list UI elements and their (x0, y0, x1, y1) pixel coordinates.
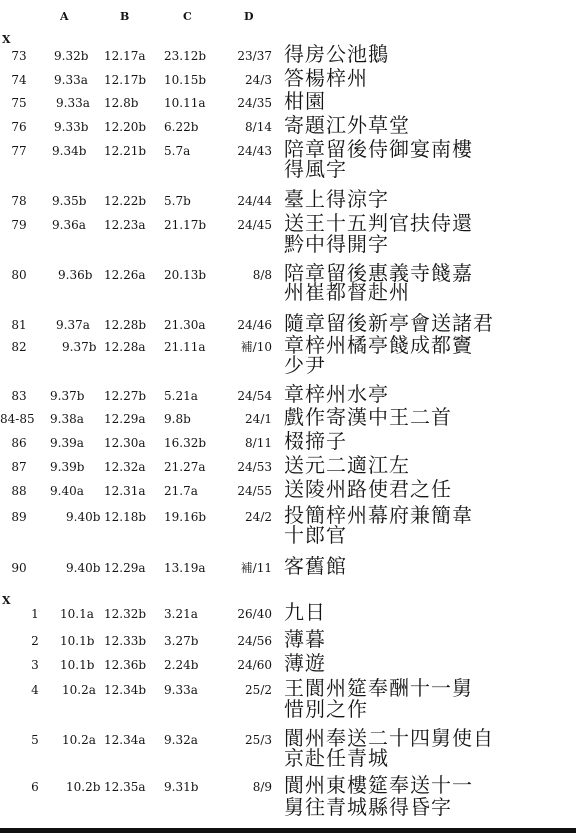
poem-title: 舅往青城縣得昏字 (284, 795, 452, 819)
col-b-value: 12.17b (104, 73, 147, 87)
poem-title: 答楊梓州 (284, 66, 368, 90)
col-d-value: 24/60 (237, 658, 272, 672)
col-d-value: 8/8 (252, 268, 272, 282)
poem-number: 88 (11, 484, 27, 498)
col-b-value: 12.32b (104, 607, 147, 621)
index-row (0, 651, 576, 678)
col-a-value: 9.40b (66, 510, 101, 524)
poem-title: 閬州東樓筵奉送十一 (284, 773, 473, 797)
poem-title: 陪章留後惠義寺餞嘉 (284, 261, 473, 285)
col-a-value: 9.33a (56, 96, 90, 110)
col-b-value: 12.29a (104, 412, 146, 426)
poem-number: 77 (11, 144, 27, 158)
poem-title: 投簡梓州幕府兼簡韋 (284, 503, 473, 527)
poem-title: 少尹 (284, 353, 326, 377)
col-c-value: 6.22b (164, 120, 199, 134)
poem-number: 81 (11, 318, 27, 332)
col-a-value: 9.38a (50, 412, 84, 426)
poem-title: 閬州奉送二十四舅使自 (284, 726, 494, 750)
poem-title: 京赴任青城 (284, 746, 389, 770)
column-header-a: A (60, 10, 69, 23)
col-d-value: 24/46 (237, 318, 272, 332)
col-c-value: 21.30a (164, 318, 206, 332)
column-header-d: D (244, 10, 254, 23)
col-d-value: 24/54 (237, 389, 272, 403)
col-c-value: 9.8b (164, 412, 191, 426)
col-c-value: 10.15b (164, 73, 207, 87)
col-a-value: 9.37b (62, 340, 97, 354)
index-row (0, 600, 576, 627)
col-b-value: 12.34b (104, 683, 147, 697)
col-b-value: 12.31a (104, 484, 146, 498)
poem-number: 76 (11, 120, 27, 134)
poem-title: 送陵州路使君之任 (284, 477, 452, 501)
col-c-value: 5.21a (164, 389, 198, 403)
col-d-value: 24/1 (245, 412, 272, 426)
col-c-value: 5.7b (164, 194, 191, 208)
col-d-value: 8/14 (245, 120, 272, 134)
poem-title: 柑園 (284, 89, 326, 113)
col-a-value: 9.33b (54, 120, 89, 134)
col-b-value: 12.29a (104, 561, 146, 575)
col-b-value: 12.32a (104, 460, 146, 474)
poem-number: 73 (11, 49, 27, 63)
poem-title: 十郎官 (284, 523, 347, 547)
col-c-value: 10.11a (164, 96, 206, 110)
col-a-value: 10.2a (62, 683, 96, 697)
col-a-value: 9.36b (58, 268, 93, 282)
index-row-continuation (0, 746, 576, 773)
poem-title: 黔中得開字 (284, 232, 389, 256)
col-d-value: 24/44 (237, 194, 272, 208)
col-a-value: 10.2b (66, 780, 101, 794)
poem-number: 74 (11, 73, 27, 87)
poem-title: 薄遊 (284, 651, 326, 675)
poem-number: 84-85 (0, 412, 35, 426)
index-row-continuation (0, 353, 576, 380)
col-b-value: 12.21b (104, 144, 147, 158)
poem-number: 89 (11, 510, 27, 524)
poem-number: 83 (11, 389, 27, 403)
col-c-value: 19.16b (164, 510, 207, 524)
col-a-value: 9.40b (66, 561, 101, 575)
col-b-value: 12.17a (104, 49, 146, 63)
poem-title: 臺上得涼字 (284, 187, 389, 211)
col-c-value: 2.24b (164, 658, 199, 672)
col-b-value: 12.22b (104, 194, 147, 208)
col-c-value: 9.31b (164, 780, 199, 794)
col-d-value: 25/3 (245, 733, 272, 747)
index-row-continuation (0, 523, 576, 550)
index-row (0, 477, 576, 504)
col-a-value: 9.36a (52, 218, 86, 232)
poem-number: 90 (11, 561, 27, 575)
col-b-value: 12.8b (104, 96, 139, 110)
col-c-value: 13.19a (164, 561, 206, 575)
col-b-value: 12.33b (104, 634, 147, 648)
col-d-value: 24/3 (245, 73, 272, 87)
poem-number: 82 (11, 340, 27, 354)
col-b-value: 12.28a (104, 340, 146, 354)
poem-title: 送王十五判官扶侍還 (284, 211, 473, 235)
poem-title: 王閬州筵奉酬十一舅 (284, 676, 473, 700)
poem-title: 得風字 (284, 157, 347, 181)
page-bottom-rule (0, 828, 576, 833)
col-b-value: 12.23a (104, 218, 146, 232)
col-a-value: 9.40a (50, 484, 84, 498)
poem-title: 陪章留後侍御宴南樓 (284, 137, 473, 161)
col-c-value: 16.32b (164, 436, 207, 450)
col-a-value: 9.32b (54, 49, 89, 63)
poem-number: 4 (31, 683, 39, 697)
col-a-value: 9.39a (50, 436, 84, 450)
col-a-value: 9.39b (50, 460, 85, 474)
poem-title: 薄暮 (284, 627, 326, 651)
col-d-value: 25/2 (245, 683, 272, 697)
poem-title: 章梓州橘亭餞成都竇 (284, 333, 473, 357)
poem-number: 79 (11, 218, 27, 232)
poem-number: 75 (11, 96, 27, 110)
poem-title: 得房公池鵝 (284, 42, 389, 66)
poem-title: 州崔都督赴州 (284, 280, 410, 304)
poem-number: 3 (31, 658, 39, 672)
col-b-value: 12.27b (104, 389, 147, 403)
col-a-value: 9.37b (50, 389, 85, 403)
col-d-value: 24/53 (237, 460, 272, 474)
poem-number: 87 (11, 460, 27, 474)
poem-title: 惜別之作 (284, 697, 368, 721)
poem-title: 送元二適江左 (284, 453, 410, 477)
index-row-continuation (0, 795, 576, 822)
col-c-value: 3.27b (164, 634, 199, 648)
col-d-value: 8/11 (245, 436, 272, 450)
col-d-value: 24/43 (237, 144, 272, 158)
col-c-value: 21.11a (164, 340, 206, 354)
index-row (0, 554, 576, 581)
col-b-value: 12.18b (104, 510, 147, 524)
col-d-value: 23/37 (237, 49, 272, 63)
col-d-value: 24/45 (237, 218, 272, 232)
col-d-value: 補/10 (240, 340, 272, 354)
poem-title: 九日 (284, 600, 326, 624)
column-header-b: B (120, 10, 130, 23)
col-d-value: 8/9 (252, 780, 272, 794)
col-d-value: 補/11 (240, 561, 272, 575)
col-b-value: 12.30a (104, 436, 146, 450)
index-row-continuation (0, 280, 576, 307)
col-d-value: 24/2 (245, 510, 272, 524)
poem-title: 隨章留後新亭會送諸君 (284, 311, 494, 335)
poem-number: 78 (11, 194, 27, 208)
col-d-value: 26/40 (237, 607, 272, 621)
col-c-value: 9.33a (164, 683, 198, 697)
col-b-value: 12.35a (104, 780, 146, 794)
col-a-value: 9.37a (56, 318, 90, 332)
index-row-continuation (0, 157, 576, 184)
poem-number: 2 (31, 634, 39, 648)
col-c-value: 9.32a (164, 733, 198, 747)
col-b-value: 12.36b (104, 658, 147, 672)
section-marker: X (2, 33, 11, 46)
col-a-value: 9.34b (52, 144, 87, 158)
col-c-value: 23.12b (164, 49, 207, 63)
col-c-value: 21.27a (164, 460, 206, 474)
col-d-value: 24/55 (237, 484, 272, 498)
col-a-value: 10.2a (62, 733, 96, 747)
poem-title: 章梓州水亭 (284, 382, 389, 406)
poem-number: 6 (31, 780, 39, 794)
col-b-value: 12.26a (104, 268, 146, 282)
col-b-value: 12.20b (104, 120, 147, 134)
col-a-value: 9.35b (52, 194, 87, 208)
poem-title: 戲作寄漢中王二首 (284, 405, 452, 429)
poem-number: 86 (11, 436, 27, 450)
col-a-value: 10.1b (60, 634, 95, 648)
poem-number: 80 (11, 268, 27, 282)
col-a-value: 9.33a (54, 73, 88, 87)
col-a-value: 10.1b (60, 658, 95, 672)
poem-title: 客舊館 (284, 554, 347, 578)
col-c-value: 21.7a (164, 484, 198, 498)
poem-title: 寄題江外草堂 (284, 113, 410, 137)
index-row-continuation (0, 232, 576, 259)
col-c-value: 5.7a (164, 144, 191, 158)
col-c-value: 21.17b (164, 218, 207, 232)
poem-title: 棳揥子 (284, 429, 347, 453)
column-header-c: C (183, 10, 192, 23)
section-marker: X (2, 594, 11, 607)
col-d-value: 24/56 (237, 634, 272, 648)
poem-number: 5 (31, 733, 39, 747)
col-c-value: 3.21a (164, 607, 198, 621)
col-b-value: 12.28b (104, 318, 147, 332)
index-row-continuation (0, 697, 576, 724)
col-a-value: 10.1a (60, 607, 94, 621)
col-d-value: 24/35 (237, 96, 272, 110)
col-c-value: 20.13b (164, 268, 207, 282)
col-b-value: 12.34a (104, 733, 146, 747)
poem-number: 1 (31, 607, 39, 621)
